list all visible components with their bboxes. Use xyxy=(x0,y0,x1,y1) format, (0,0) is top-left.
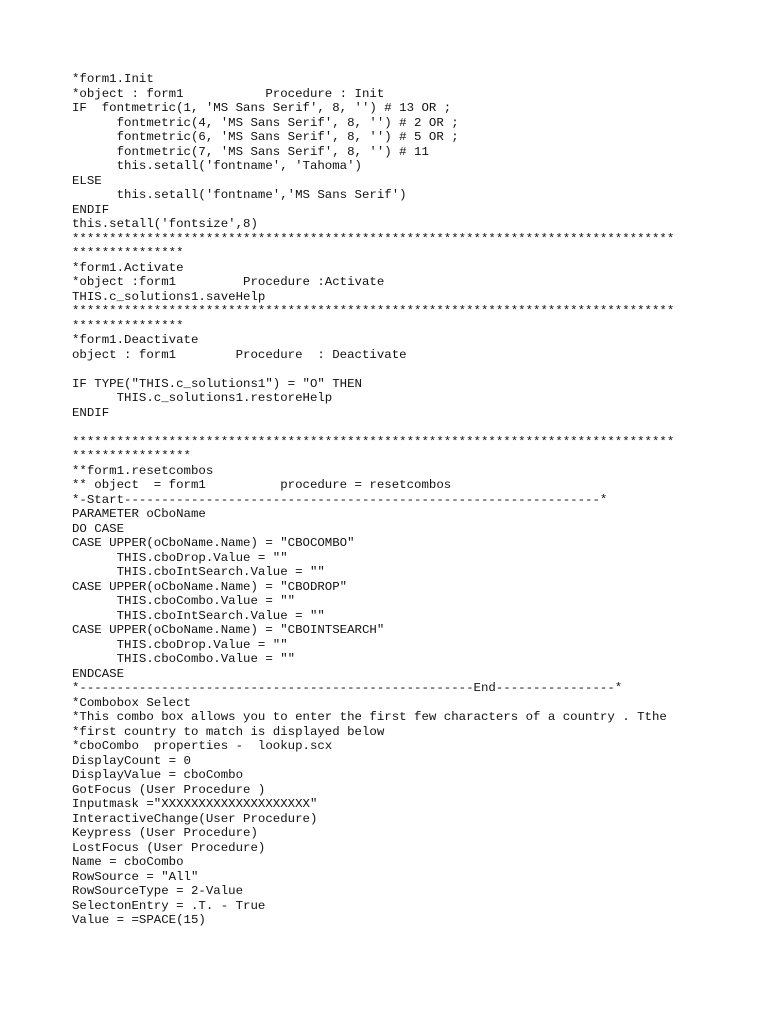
code-line: GotFocus (User Procedure ) xyxy=(72,782,266,797)
code-line: THIS.cboIntSearch.Value = "" xyxy=(72,608,325,623)
code-line: this.setall('fontsize',8) xyxy=(72,217,258,231)
code-line: IF TYPE("THIS.c_solutions1") = "O" THEN xyxy=(72,376,362,391)
code-line: *-----------------------------------------------------End----------------* xyxy=(72,681,623,695)
code-line xyxy=(72,362,732,377)
code-line: RowSourceType = 2-Value xyxy=(72,884,244,898)
code-line: *object :form1 Procedure :Activate xyxy=(72,275,385,289)
code-line: *form1.Deactivate xyxy=(72,333,199,347)
code-line: *object : form1 Procedure : Init xyxy=(72,86,385,101)
code-line: IF fontmetric(1, 'MS Sans Serif', 8, '') # 13 OR ; xyxy=(72,101,452,115)
code-line: ENDIF xyxy=(72,202,110,217)
code-line: ENDIF xyxy=(72,405,110,420)
code-line: InteractiveChange(User Procedure) xyxy=(72,811,318,826)
code-line: CASE UPPER(oCboName.Name) = "CBOCOMBO" xyxy=(72,536,355,550)
code-line: THIS.cboCombo.Value = "" xyxy=(72,652,296,666)
code-line: *first country to match is displayed below xyxy=(72,724,385,739)
code-line: *cboCombo properties - lookup.scx xyxy=(72,739,333,753)
code-line: THIS.c_solutions1.saveHelp xyxy=(72,289,266,304)
code-line: *Combobox Select xyxy=(72,695,191,710)
code-line: THIS.c_solutions1.restoreHelp xyxy=(72,391,333,405)
code-line: ********************************************************************************* xyxy=(72,434,675,449)
code-line: ** object = form1 procedure = resetcombos xyxy=(72,478,452,492)
code-line: fontmetric(6, 'MS Sans Serif', 8, '') # 5 OR ; xyxy=(72,130,459,144)
code-line: object : form1 Procedure : Deactivate xyxy=(72,347,407,362)
code-line: fontmetric(7, 'MS Sans Serif', 8, '') # 11 xyxy=(72,144,429,159)
code-line: ********************************************************************************* xyxy=(72,304,675,318)
code-line: DO CASE xyxy=(72,521,125,536)
code-line: **form1.resetcombos xyxy=(72,463,214,478)
code-line: DisplayValue = cboCombo xyxy=(72,768,244,782)
code-line: ENDCASE xyxy=(72,666,125,681)
code-line: THIS.cboIntSearch.Value = "" xyxy=(72,565,325,579)
code-line: CASE UPPER(oCboName.Name) = "CBODROP" xyxy=(72,579,348,594)
code-line: *form1.Activate xyxy=(72,260,184,275)
code-line: this.setall('fontname', 'Tahoma') xyxy=(72,159,362,173)
code-line: PARAMETER oCboName xyxy=(72,507,206,521)
code-line: Name = cboCombo xyxy=(72,855,184,869)
code-line: Inputmask ="XXXXXXXXXXXXXXXXXXXX" xyxy=(72,797,318,811)
code-line: THIS.cboDrop.Value = "" xyxy=(72,637,288,652)
code-line: *-Start----------------------------------------------------------------* xyxy=(72,492,608,507)
code-line: *************** xyxy=(72,318,184,333)
code-line: Value = =SPACE(15) xyxy=(72,913,206,927)
code-line: Keypress (User Procedure) xyxy=(72,826,258,840)
code-line: this.setall('fontname','MS Sans Serif') xyxy=(72,188,407,202)
code-line: **************** xyxy=(72,449,191,463)
code-line: CASE UPPER(oCboName.Name) = "CBOINTSEARCH" xyxy=(72,623,385,637)
code-line: DisplayCount = 0 xyxy=(72,753,191,768)
code-line: fontmetric(4, 'MS Sans Serif', 8, '') # 2 OR ; xyxy=(72,115,459,130)
code-line: THIS.cboDrop.Value = "" xyxy=(72,550,288,565)
code-line xyxy=(72,420,732,435)
code-line: THIS.cboCombo.Value = "" xyxy=(72,594,296,608)
code-line: *This combo box allows you to enter the first few characters of a country . Tthe xyxy=(72,710,667,724)
code-line: ********************************************************************************* xyxy=(72,231,675,246)
code-document xyxy=(72,72,732,928)
code-line: *form1.Init xyxy=(72,72,154,86)
code-line: RowSource = "All" xyxy=(72,869,199,884)
code-line: ELSE xyxy=(72,173,102,188)
code-line: LostFocus (User Procedure) xyxy=(72,840,266,855)
code-line: SelectonEntry = .T. - True xyxy=(72,898,266,913)
code-line: *************** xyxy=(72,246,184,260)
